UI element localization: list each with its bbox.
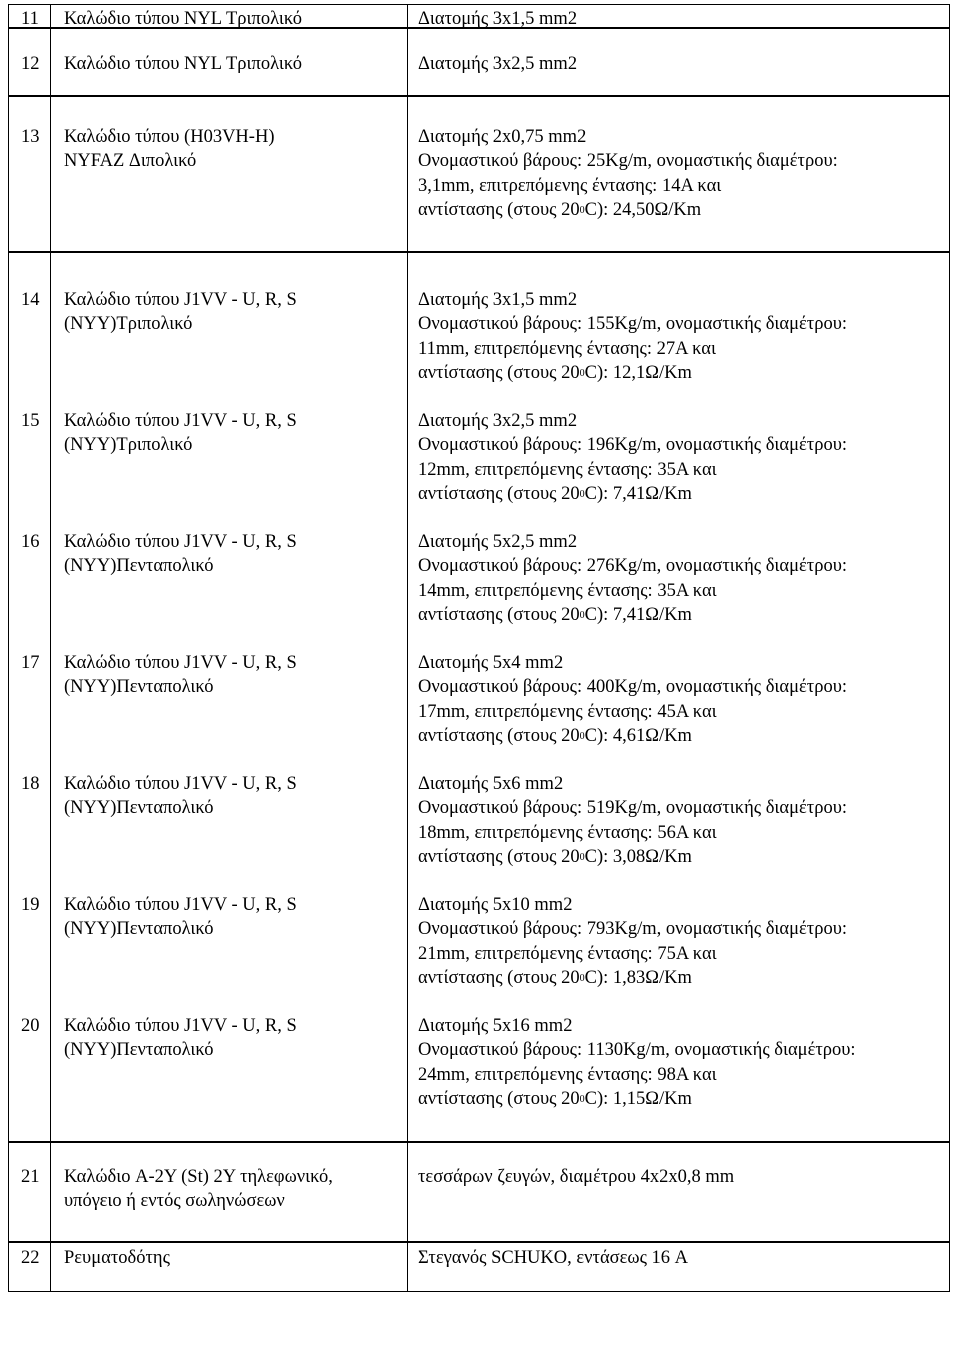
- resistance-line: [418, 603, 847, 627]
- table-group: [8, 252, 950, 1142]
- resistance-value: C): 7,41Ω/Km: [584, 604, 692, 625]
- resistance-prefix: αντίστασης (στους 20: [418, 846, 580, 867]
- description-line: Καλώδιο τύπου J1VV - U, R, S: [64, 290, 297, 310]
- row-number: 16: [21, 532, 40, 552]
- resistance-prefix: αντίστασης (στους 20: [418, 967, 580, 988]
- description-line: Καλώδιο τύπου (H03VH-H): [64, 127, 275, 147]
- table-group: [8, 1242, 950, 1292]
- item-specification: [418, 409, 847, 506]
- item-specification: [418, 651, 847, 748]
- item-description: [64, 772, 297, 821]
- resistance-value: C): 1,83Ω/Km: [584, 967, 692, 988]
- row-number: 13: [21, 127, 40, 147]
- item-specification: [418, 530, 847, 627]
- table-group: [8, 4, 950, 28]
- resistance-line: [418, 724, 847, 748]
- degree-superscript: 0: [579, 488, 585, 500]
- item-description: [64, 1165, 333, 1214]
- row-number: 19: [21, 895, 40, 915]
- cable-specification-table: [8, 4, 952, 1292]
- description-line: υπόγειο ή εντός σωληνώσεων: [64, 1191, 285, 1212]
- specification-line: τεσσάρων ζευγών, διαμέτρου 4x2x0,8 mm: [418, 1167, 735, 1187]
- specification-line: Ονομαστικού βάρους: 196Kg/m, ονομαστικής διαμέτρου:: [418, 435, 847, 456]
- resistance-value: C): 1,15Ω/Km: [584, 1088, 692, 1109]
- specification-line: Διατομής 5x2,5 mm2: [418, 532, 578, 552]
- table-row: [9, 651, 949, 772]
- specification-line: Διατομής 3x1,5 mm2: [418, 290, 578, 310]
- description-line: (NYY)Πενταπολικό: [64, 798, 214, 819]
- description-line: NYFAZ Διπολικό: [64, 151, 197, 172]
- table-row: [9, 1014, 949, 1135]
- description-line: Καλώδιο τύπου J1VV - U, R, S: [64, 653, 297, 673]
- description-line: (NYY)Πενταπολικό: [64, 677, 214, 698]
- specification-line: Διατομής 5x10 mm2: [418, 895, 573, 915]
- resistance-prefix: αντίστασης (στους 20: [418, 604, 580, 625]
- specification-line: Διατομής 3x2,5 mm2: [418, 54, 578, 74]
- specification-line: Ονομαστικού βάρους: 519Kg/m, ονομαστικής διαμέτρου:: [418, 798, 847, 819]
- description-line: Καλώδιο τύπου J1VV - U, R, S: [64, 532, 297, 552]
- description-line: Ρευματοδότης: [64, 1248, 170, 1268]
- specification-line: 11mm, επιτρεπόμενης έντασης: 27A και: [418, 338, 716, 359]
- row-number: 21: [21, 1167, 40, 1187]
- specification-line: Στεγανός SCHUKO, εντάσεως 16 A: [418, 1248, 689, 1268]
- description-line: Καλώδιο τύπου J1VV - U, R, S: [64, 774, 297, 794]
- specification-line: 17mm, επιτρεπόμενης έντασης: 45A και: [418, 701, 717, 722]
- specification-line: Διατομής 3x2,5 mm2: [418, 411, 578, 431]
- resistance-value: C): 3,08Ω/Km: [584, 846, 692, 867]
- resistance-prefix: αντίστασης (στους 20: [418, 1088, 580, 1109]
- table-row: [9, 125, 949, 246]
- row-number: 20: [21, 1016, 40, 1036]
- specification-line: Διατομής 5x4 mm2: [418, 653, 564, 673]
- degree-superscript: 0: [579, 1093, 585, 1105]
- row-number: 22: [21, 1248, 40, 1268]
- item-description: [64, 1246, 170, 1270]
- resistance-line: [418, 482, 847, 506]
- description-line: (NYY)Πενταπολικό: [64, 919, 214, 940]
- resistance-line: [418, 198, 838, 222]
- description-line: Καλώδιο τύπου NYL Τριπολικό: [64, 9, 302, 29]
- resistance-line: [418, 845, 847, 869]
- specification-line: Ονομαστικού βάρους: 793Kg/m, ονομαστικής διαμέτρου:: [418, 919, 847, 940]
- specification-line: Ονομαστικού βάρους: 276Kg/m, ονομαστικής διαμέτρου:: [418, 556, 847, 577]
- degree-superscript: 0: [579, 972, 585, 984]
- item-specification: [418, 1246, 688, 1270]
- item-specification: [418, 893, 847, 990]
- table-group: [8, 28, 950, 96]
- resistance-line: [418, 361, 847, 385]
- description-line: (NYY)Τριπολικό: [64, 435, 193, 456]
- specification-line: 3,1mm, επιτρεπόμενης έντασης: 14A και: [418, 175, 722, 196]
- specification-line: Διατομής 5x16 mm2: [418, 1016, 573, 1036]
- row-number: 12: [21, 54, 40, 74]
- table-group: [8, 96, 950, 252]
- table-row: [9, 772, 949, 893]
- row-number: 14: [21, 290, 40, 310]
- table-row: [9, 288, 949, 409]
- row-number: 17: [21, 653, 40, 673]
- description-line: Καλώδιο τύπου NYL Τριπολικό: [64, 54, 302, 74]
- table-group: [8, 1142, 950, 1242]
- description-line: Καλώδιο τύπου J1VV - U, R, S: [64, 411, 297, 431]
- description-line: Καλώδιο τύπου J1VV - U, R, S: [64, 895, 297, 915]
- table-row: [9, 409, 949, 530]
- item-specification: [418, 772, 847, 869]
- row-number: 11: [21, 9, 39, 29]
- degree-superscript: 0: [579, 367, 585, 379]
- specification-line: Διατομής 3x1,5 mm2: [418, 9, 578, 29]
- item-specification: [418, 288, 847, 385]
- description-line: (NYY)Τριπολικό: [64, 314, 193, 335]
- specification-line: 12mm, επιτρεπόμενης έντασης: 35A και: [418, 459, 717, 480]
- degree-superscript: 0: [579, 609, 585, 621]
- resistance-line: [418, 966, 847, 990]
- specification-line: Ονομαστικού βάρους: 155Kg/m, ονομαστικής διαμέτρου:: [418, 314, 847, 335]
- resistance-prefix: αντίστασης (στους 20: [418, 725, 580, 746]
- item-description: [64, 530, 297, 579]
- resistance-prefix: αντίστασης (στους 20: [418, 483, 580, 504]
- specification-line: 24mm, επιτρεπόμενης έντασης: 98A και: [418, 1064, 717, 1085]
- item-description: [64, 52, 302, 76]
- resistance-value: C): 24,50Ω/Km: [584, 199, 702, 220]
- item-description: [64, 288, 297, 337]
- item-specification: [418, 1165, 734, 1189]
- item-description: [64, 893, 297, 942]
- item-description: [64, 651, 297, 700]
- resistance-prefix: αντίστασης (στους 20: [418, 362, 580, 383]
- item-description: [64, 409, 297, 458]
- resistance-line: [418, 1087, 856, 1111]
- row-number: 15: [21, 411, 40, 431]
- item-specification: [418, 125, 838, 222]
- table-row: [9, 893, 949, 1014]
- specification-line: Διατομής 5x6 mm2: [418, 774, 564, 794]
- degree-superscript: 0: [579, 730, 585, 742]
- item-description: [64, 1014, 297, 1063]
- specification-line: Ονομαστικού βάρους: 1130Kg/m, ονομαστικής διαμέτρου:: [418, 1040, 856, 1061]
- specification-line: Διατομής 2x0,75 mm2: [418, 127, 587, 147]
- description-line: (NYY)Πενταπολικό: [64, 556, 214, 577]
- specification-line: 21mm, επιτρεπόμενης έντασης: 75A και: [418, 943, 717, 964]
- row-number: 18: [21, 774, 40, 794]
- resistance-value: C): 4,61Ω/Km: [584, 725, 692, 746]
- item-specification: [418, 52, 577, 76]
- item-specification: [418, 1014, 856, 1111]
- degree-superscript: 0: [579, 851, 585, 863]
- table-row: [9, 530, 949, 651]
- degree-superscript: 0: [579, 204, 585, 216]
- resistance-value: C): 7,41Ω/Km: [584, 483, 692, 504]
- table-row: [9, 1246, 949, 1367]
- description-line: Καλώδιο A-2Y (St) 2Y τηλεφωνικό,: [64, 1167, 333, 1187]
- description-line: (NYY)Πενταπολικό: [64, 1040, 214, 1061]
- item-description: [64, 125, 274, 174]
- description-line: Καλώδιο τύπου J1VV - U, R, S: [64, 1016, 297, 1036]
- specification-line: Ονομαστικού βάρους: 25Kg/m, ονομαστικής διαμέτρου:: [418, 151, 838, 172]
- specification-line: Ονομαστικού βάρους: 400Kg/m, ονομαστικής διαμέτρου:: [418, 677, 847, 698]
- resistance-prefix: αντίστασης (στους 20: [418, 199, 580, 220]
- resistance-value: C): 12,1Ω/Km: [584, 362, 692, 383]
- specification-line: 18mm, επιτρεπόμενης έντασης: 56A και: [418, 822, 717, 843]
- specification-line: 14mm, επιτρεπόμενης έντασης: 35A και: [418, 580, 717, 601]
